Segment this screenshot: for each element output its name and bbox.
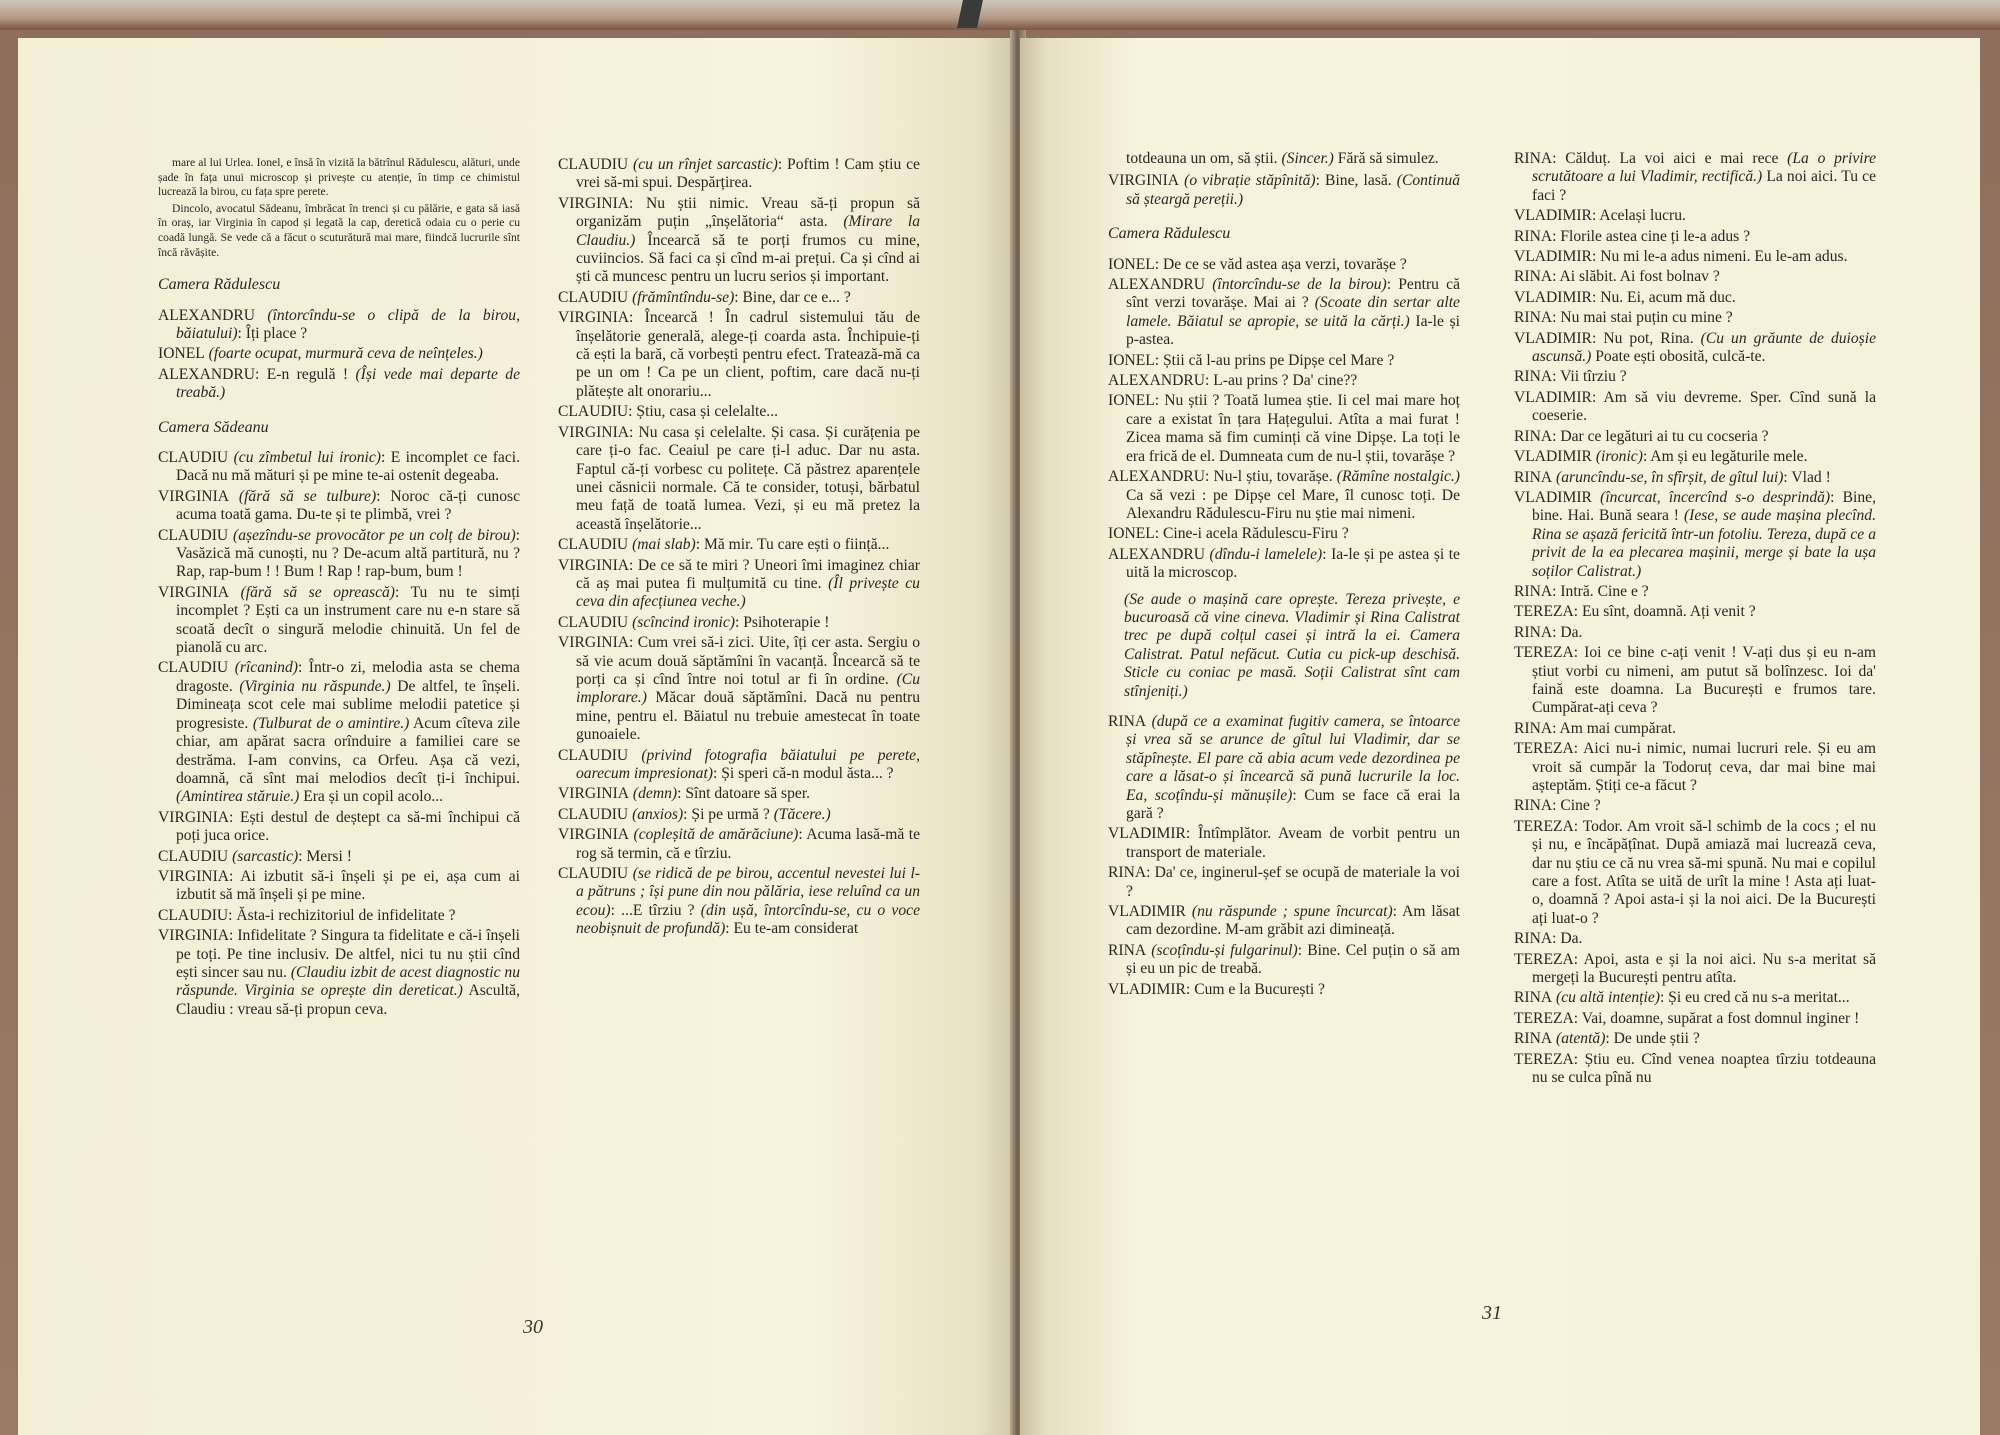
dialogue-text: : L-au prins ? Da' cine??: [1205, 372, 1358, 390]
stage-direction: (Scoate din sertar alte lamele. Băiatul se apropie, se uită la cărți.): [1126, 294, 1460, 330]
dialogue-line: [1514, 818, 1876, 928]
dialogue-text: : Aici nu-i nimic, numai lucruri rele. Și eu am vroit să cumpăr la Todoruț ceva, dar mai bine mai așteptăm. Știți ce-a făcut ?: [1532, 740, 1876, 794]
speaker-name: IONEL: [158, 345, 205, 363]
dialogue-line: [1514, 248, 1876, 266]
dialogue-text: : Întîmplător. Aveam de vorbit pentru un transport de materiale.: [1126, 825, 1460, 861]
speaker-name: VIRGINIA: [558, 423, 630, 441]
dialogue-text: : Nu-l știu, tovarășe.: [1205, 468, 1337, 486]
stage-direction: (fără să se tulbure): [229, 487, 377, 505]
dialogue-line: [1514, 797, 1876, 815]
speaker-name: RINA: [1514, 150, 1553, 167]
speaker-name: CLAUDIU: [158, 449, 229, 466]
dialogue-text: : Și pe urmă ?: [683, 805, 774, 823]
dialogue-text: : De ce să te miri ? Uneori îmi imaginez chiar că aș mai putea fi mulțumită cu tine.: [576, 556, 920, 592]
dialogue-line: [1108, 825, 1460, 862]
speaker-name: VIRGINIA: [558, 785, 630, 803]
dialogue-line: [558, 289, 920, 307]
speaker-name: RINA: [1514, 309, 1553, 327]
dialogue-line: [158, 659, 520, 806]
dialogue-text: : Știu, casa și celelalte...: [628, 403, 778, 421]
speaker-name: CLAUDIU: [558, 288, 629, 306]
dialogue-text: : Și eu cred că nu s-a meritat...: [1659, 989, 1850, 1007]
speaker-name: ALEXANDRU: [1108, 545, 1206, 563]
stage-direction: (ironic): [1591, 448, 1643, 466]
speaker-name: RINA: [1514, 719, 1553, 737]
dialogue-line: [1514, 330, 1876, 367]
speaker-name: VLADIMIR: [1514, 288, 1592, 306]
dialogue-line: [1514, 228, 1876, 246]
dialogue-text: : Nu pot, Rina.: [1591, 329, 1701, 347]
speaker-name: VIRGINIA: [558, 556, 630, 574]
speaker-name: RINA: [1514, 930, 1553, 948]
stage-direction: (anxios): [628, 805, 684, 823]
page-number-left: 30: [523, 1316, 543, 1338]
dialogue-text: : Mă mir. Tu care ești o ființă...: [695, 536, 890, 554]
speaker-name: VLADIMIR: [1514, 448, 1592, 466]
dialogue-text: : Cum se face că erai la gară ?: [1126, 786, 1461, 822]
left-column-2: [558, 156, 920, 941]
stage-direction: (frămîntîndu-se): [628, 288, 735, 306]
dialogue-text: : Nu mai stai puțin cu mine ?: [1552, 309, 1733, 327]
speaker-name: CLAUDIU: [558, 746, 629, 764]
dialogue-text: : Da' ce, inginerul-șef se ocupă de materiale la voi ?: [1126, 864, 1460, 900]
dialogue-text: : Vasăzică mă cunoști, nu ? De-acum altă partitură, nu ? Rap, rap-bum ! ! Bum ! Rap ! rap-bum, bum !: [176, 526, 520, 581]
dialogue-line: [1514, 1030, 1876, 1048]
dialogue-line: [1514, 428, 1876, 446]
stage-direction: (cu un rînjet sarcastic): [628, 156, 778, 173]
dialogue-line: [1514, 951, 1876, 988]
speaker-name: CLAUDIU: [558, 536, 629, 554]
dialogue-text: : Todor. Am vroit să-l schimb de la cocs ; el nu și nu, e încăpățînat. După amiază mai lucrează ceva, dar nu știu ce că nu vrea să-mi spună. Nu mai e copilul care a fost. Atîta se uită de urît la mine ! Asta ați luat-o, doamnă ? Apoi asta-i și la noi aici. De la București ați luat-o ?: [1532, 817, 1876, 927]
dialogue-line: [158, 809, 520, 846]
dialogue-text: De altfel, te înșeli. Dimineața scot cele mai sublime melodii patetice și progresiste.: [176, 677, 520, 732]
dialogue-text: : Și speri că-n modul ăsta... ?: [713, 765, 894, 782]
speaker-name: VIRGINIA: [158, 487, 230, 505]
speaker-name: IONEL: [1108, 351, 1155, 369]
dialogue-text: (Sincer.): [1281, 150, 1334, 167]
dialogue-text: totdeauna un om, să știi.: [1126, 150, 1282, 167]
dialogue-line: [1108, 525, 1460, 543]
dialogue-line: [558, 403, 920, 421]
dialogue-text: : Psihoterapie !: [735, 613, 830, 631]
dialogue-line: [558, 747, 920, 784]
dialogue-line: [158, 488, 520, 525]
dialogue-continuation: [1108, 150, 1460, 168]
speaker-name: VLADIMIR: [1514, 388, 1592, 406]
dialogue-text: : Ai slăbit. Ai fost bolnav ?: [1552, 268, 1720, 286]
dialogue-text: : Da.: [1552, 623, 1583, 641]
speaker-name: RINA: [1108, 941, 1147, 959]
dialogue-text: : Știi că l-au prins pe Dipșe cel Mare ?: [1154, 351, 1395, 369]
dialogue-line: [1514, 644, 1876, 718]
dialogue-line: [1108, 864, 1460, 901]
dialogue-text: : Îți place ?: [237, 324, 308, 342]
stage-direction: (se ridică de pe birou, accentul nevestei lui l-a pătruns ; își pune din nou pălăria, iese reluînd ca un ecou): [576, 865, 920, 919]
stage-direction: (întorcîndu-se de la birou): [1205, 276, 1387, 294]
dialogue-text: : Mersi !: [298, 847, 352, 865]
stage-direction-block: (Se aude o mașină care oprește. Tereza privește, e bucuroasă că vine cineva. Vladimir și Rina Calistrat trec pe după colțul casei și intră la ei. Camera Calistrat. Patul nefăcut. Cutia cu pick-up deschisă. Sticle cu coniac pe masă. Soții Calistrat sînt cam stînjeniți.): [1124, 590, 1460, 700]
stage-direction: (Rămîne nostalgic.): [1336, 468, 1460, 486]
speaker-name: TEREZA: [1514, 603, 1574, 621]
dialogue-line: [558, 156, 920, 193]
dialogue-text: : Încearcă ! În cadrul sistemului tău de înșelătorie generală, alege-ți coarda asta. Închipuie-ți că ești la bară, că vorbești pentru efect. Tratează-mă ca pe un om ! Ca pe un client, poftim, care dacă nu-ți plătește alt onorariu...: [576, 309, 920, 400]
stage-direction: (rîcanind): [228, 659, 298, 677]
speaker-name: CLAUDIU: [558, 613, 629, 631]
dialogue-text: Ascultă, Claudiu : vreau să-ți propun ceva.: [176, 982, 520, 1018]
dialogue-line: [1514, 150, 1876, 205]
dialogue-line: [558, 614, 920, 632]
right-column-1: [1108, 150, 1460, 1001]
dialogue-text: : E-n regulă !: [255, 365, 356, 383]
speaker-name: RINA: [1514, 989, 1553, 1007]
speaker-name: RINA: [1514, 582, 1553, 600]
stage-direction: (o vibrație stăpînită): [1179, 172, 1316, 190]
speaker-name: VIRGINIA: [558, 826, 630, 844]
dialogue-text: : Eu te-am considerat: [725, 920, 859, 938]
speaker-name: TEREZA: [1514, 950, 1574, 968]
stage-direction: (Iese, se aude mașina plecînd. Rina se așază fericită într-un fotoliu. Tereza, după ce a privit de la ea plecarea mașinii, merge și bate la ușa soților Calistrat.): [1532, 507, 1876, 580]
dialogue-line: [158, 345, 520, 363]
stage-direction: (Își vede mai departe de treabă.): [176, 365, 520, 402]
speaker-name: RINA: [1514, 797, 1553, 815]
stage-direction: (cu zîmbetul lui ironic): [228, 449, 381, 466]
dialogue-line: [558, 557, 920, 612]
stage-direction: (Claudiu izbit de acest diagnostic nu răspunde. Virginia se oprește din dereticat.): [176, 963, 520, 1000]
dialogue-text: : Cum e la București ?: [1185, 980, 1325, 998]
stage-intro-paragraph: mare al lui Urlea. Ionel, e însă în vizită la bătrînul Rădulescu, alături, unde șade în fața unui microscop și privește cu atenție, în timp ce chimistul lucrează la birou, cu fața spre perete.: [158, 156, 520, 199]
dialogue-text: : Florile astea cine ți le-a adus ?: [1552, 227, 1751, 245]
dialogue-text: : Într-o zi, melodia asta se chema dragoste.: [176, 659, 520, 695]
dialogue-text: : Bine, lasă.: [1315, 172, 1397, 190]
dialogue-line: [1108, 713, 1460, 823]
dialogue-text: : De ce se văd astea așa verzi, tovarășe ?: [1154, 255, 1407, 273]
speaker-name: VIRGINIA: [158, 808, 230, 826]
speaker-name: VLADIMIR: [1514, 329, 1592, 347]
dialogue-text: : Acuma lasă-mă te rog să termin, că e tîrziu.: [576, 826, 920, 862]
dialogue-text: Poate ești obosită, culcă-te.: [1591, 348, 1766, 366]
stage-direction: (aruncîndu-se, în sfîrșit, de gîtul lui): [1552, 468, 1784, 486]
speaker-name: VIRGINIA: [558, 309, 630, 327]
stage-direction: (sarcastic): [228, 847, 299, 865]
dialogue-line: [558, 536, 920, 554]
speaker-name: RINA: [1108, 712, 1147, 730]
stage-direction: (după ce a examinat fugitiv camera, se întoarce și vrea să se arunce de gîtul lui Vladimir, dar se stăpînește. El pare că abia acum vede dezordinea pe care a lăsat-o și încearcă să pună lucrurile la loc. Ea, scoțîndu-și mănușile): [1126, 712, 1460, 804]
dialogue-line: [1108, 352, 1460, 370]
dialogue-line: [158, 868, 520, 905]
stage-direction: (Tulburat de o amintire.): [252, 714, 410, 732]
speaker-name: RINA: [1514, 468, 1553, 486]
speaker-name: CLAUDIU: [158, 526, 229, 544]
speaker-name: ALEXANDRU: [1108, 468, 1206, 486]
dialogue-text: : Apoi, asta e și la noi aici. Nu s-a meritat să mergeți la București pentru atîta.: [1532, 950, 1876, 987]
speaker-name: VIRGINIA: [1108, 172, 1180, 190]
speaker-name: VIRGINIA: [558, 194, 630, 212]
stage-direction: (Cu implorare.): [576, 670, 920, 707]
dialogue-line: [558, 865, 920, 939]
dialogue-line: [1108, 256, 1460, 274]
dialogue-text: : Ești destul de deștept ca să-mi închipui că poți juca orice.: [176, 808, 520, 845]
dialogue-line: [1514, 309, 1876, 327]
stage-direction: (scoțîndu-și fulgarinul): [1146, 941, 1298, 959]
dialogue-text: : Același lucru.: [1591, 207, 1686, 225]
dialogue-text: : Infidelitate ? Singura ta fidelitate e că-i înșeli pe toți. Pe tine inclusiv. De altfel, nici tu nu știi cînd ești sincer sau nu.: [176, 927, 520, 981]
dialogue-line: [558, 826, 920, 863]
left-page: [18, 38, 1016, 1435]
speaker-name: CLAUDIU: [558, 156, 629, 173]
speaker-name: RINA: [1514, 227, 1553, 245]
speaker-name: RINA: [1514, 368, 1553, 386]
dialogue-text: : Eu sînt, doamnă. Ați venit ?: [1573, 603, 1756, 621]
right-column-2: [1514, 150, 1876, 1090]
speaker-name: RINA: [1514, 427, 1553, 445]
dialogue-text: : Bine. Cel puțin o să am și eu un pic de treabă.: [1126, 941, 1460, 978]
speaker-name: ALEXANDRU: [158, 365, 256, 383]
dialogue-text: : Nu casa și celelalte. Și casa. Și curățenia pe care ți-o fac. Ceaiul pe care ți-l aduc. Dar nu asta. Faptul că-ți vorbesc cu politețe. Că păstrez aparențele unei căsnicii normale. Că te consider, totuși, bărbatul meu față de toată lumea. Vezi, și eu mă pretez la această înșelătorie...: [576, 423, 920, 533]
stage-direction: (Îl privește cu ceva din afecțiunea veche.): [576, 574, 920, 611]
dialogue-line: [558, 195, 920, 287]
dialogue-line: [158, 848, 520, 866]
stage-direction: (Continuă să șteargă pereții.): [1126, 172, 1460, 208]
stage-direction: (foarte ocupat, murmură ceva de neînțeles.): [204, 345, 483, 363]
stage-direction: (Mirare la Claudiu.): [576, 213, 920, 249]
speaker-name: CLAUDIU: [558, 805, 629, 823]
dialogue-text: : Pentru că sînt verzi tovarășe. Mai ai ?: [1126, 276, 1460, 312]
dialogue-text: : Am lăsat cam dezordine. M-am grăbit azi dimineață.: [1126, 903, 1460, 939]
dialogue-text: Era și un copil acolo...: [299, 788, 444, 806]
speaker-name: CLAUDIU: [558, 403, 629, 421]
dialogue-text: : Bine, bine. Hai. Bună seara !: [1532, 488, 1876, 525]
speaker-name: TEREZA: [1514, 1050, 1574, 1068]
dialogue-text: Acum cîteva zile chiar, am apărat sacra orînduire a familiei care se destrăma. I-am convins, ca Orfeu. Așa că vezi, doamnă, că sînt mai melodios decît ți-i închipui.: [176, 714, 520, 787]
speaker-name: CLAUDIU: [158, 659, 229, 677]
dialogue-line: [158, 927, 520, 1019]
stage-direction: (nu răspunde ; spune încurcat): [1185, 903, 1393, 921]
dialogue-line: [1514, 930, 1876, 948]
dialogue-text: : Intră. Cine e ?: [1552, 582, 1649, 600]
dialogue-text: : Ai izbutit să-i înșeli și pe ei, așa cum ai izbutit să mă înșeli și pe mine.: [176, 867, 520, 904]
dialogue-line: [1514, 389, 1876, 426]
dialogue-text: : Vai, doamne, supărat a fost domnul inginer !: [1573, 1009, 1860, 1027]
speaker-name: VLADIMIR: [1514, 207, 1592, 225]
stage-direction: (din ușă, întorcîndu-se, cu o voce neobișnuit de profundă): [576, 901, 920, 938]
dialogue-text: : Ia-le și pe astea și te uită la microscop.: [1126, 545, 1460, 582]
speaker-name: CLAUDIU: [158, 847, 229, 865]
dialogue-line: [1514, 740, 1876, 795]
stage-direction: (încurcat, încercînd s-o desprindă): [1591, 488, 1831, 506]
speaker-name: CLAUDIU: [558, 865, 629, 883]
dialogue-line: [558, 634, 920, 744]
dialogue-line: [558, 424, 920, 534]
speaker-name: IONEL: [1108, 392, 1155, 410]
dialogue-line: [158, 527, 520, 582]
dialogue-line: [1514, 603, 1876, 621]
dialogue-line: [158, 307, 520, 344]
speaker-name: ALEXANDRU: [1108, 372, 1206, 390]
dialogue-text: : De unde știi ?: [1605, 1030, 1700, 1048]
scene-heading: Camera Rădulescu: [158, 276, 281, 294]
dialogue-text: : Cum vrei să-i zici. Uite, îți cer asta. Sergiu o să vie acum două săptămîni în vacanță. Încearcă să te porți ca și cînd între noi totul ar fi în ordine.: [576, 634, 920, 688]
stage-direction: (copleșită de amărăciune): [629, 826, 799, 844]
speaker-name: TEREZA: [1514, 740, 1574, 758]
dialogue-line: [1514, 1010, 1876, 1028]
dialogue-line: [1514, 489, 1876, 581]
stage-intro-paragraph: Dincolo, avocatul Sădeanu, îmbrăcat în trenci și cu pălărie, e gata să iasă în oraș, iar Virginia în capod și legată la cap, deretică odaia cu o perie cu coadă lungă. Se vede că a făcut o scuturătură mai mare, fiindcă lucrurile sînt încă răvășite.: [158, 201, 520, 259]
dialogue-text: La noi aici. Tu ce faci ?: [1532, 168, 1877, 204]
dialogue-line: [1514, 989, 1876, 1007]
dialogue-line: [1514, 720, 1876, 738]
dialogue-text: : Bine, dar ce e... ?: [734, 288, 851, 306]
speaker-name: VIRGINIA: [158, 927, 230, 945]
speaker-name: RINA: [1108, 864, 1147, 882]
dialogue-line: [558, 309, 920, 401]
speaker-name: IONEL: [1108, 525, 1155, 543]
dialogue-text: Fără să simulez.: [1333, 150, 1439, 167]
dialogue-text: : Am mai cumpărat.: [1552, 719, 1676, 737]
speaker-name: TEREZA: [1514, 644, 1574, 662]
stage-direction: (Cu un grăunte de duioșie ascunsă.): [1532, 329, 1876, 366]
dialogue-line: [1108, 942, 1460, 979]
dialogue-text: : ...E tîrziu ?: [610, 901, 701, 919]
speaker-name: VIRGINIA: [158, 867, 230, 885]
dialogue-text: Ia-le și p-astea.: [1126, 312, 1460, 349]
stage-direction: (privind fotografia băiatului pe perete, oarecum impresionat): [576, 746, 920, 782]
dialogue-text: : Tu nu te simți incomplet ? Ești ca un instrument care nu e-n stare să scoată decît o singură melodie chinuită. Un fel de pianolă cu arc.: [176, 583, 520, 657]
dialogue-text: : Am să viu devreme. Sper. Cînd sună la coeserie.: [1532, 388, 1876, 425]
dialogue-line: [1514, 289, 1876, 307]
speaker-name: RINA: [1514, 1030, 1553, 1048]
dialogue-text: : Știu eu. Cînd venea noaptea tîrziu totdeauna nu se culca pînă nu: [1532, 1050, 1876, 1087]
stage-direction: (mai slab): [628, 536, 696, 554]
dialogue-line: [158, 584, 520, 658]
dialogue-line: [1514, 368, 1876, 386]
dialogue-line: [1108, 981, 1460, 999]
dialogue-text: : Cine-i acela Rădulescu-Firu ?: [1154, 525, 1349, 543]
book-cover-edge: [0, 0, 2000, 30]
dialogue-line: [558, 785, 920, 803]
dialogue-line: [1108, 468, 1460, 523]
dialogue-text: : Nu știi nimic. Vreau să-ți propun să organizăm puțin „înșelătoria“ asta.: [576, 194, 920, 231]
dialogue-text: : Dar ce legături ai tu cu cocseria ?: [1552, 427, 1769, 445]
speaker-name: ALEXANDRU: [1108, 276, 1206, 294]
speaker-name: VLADIMIR: [1108, 980, 1186, 998]
dialogue-line: [1514, 469, 1876, 487]
speaker-name: TEREZA: [1514, 1009, 1574, 1027]
dialogue-text: : Vii tîrziu ?: [1552, 368, 1627, 386]
stage-direction: (dîndu-i lamelele): [1205, 545, 1323, 563]
dialogue-text: Încearcă să te porți frumos cu mine, cuviincios. Să faci ca și cînd m-ai prețui. Ca și cînd ai ști că muncesc pentru un lucru serios și important.: [576, 231, 920, 286]
dialogue-text: : E incomplet ce faci. Dacă nu mă mături și pe mine te-ai ostenit degeaba.: [176, 449, 521, 485]
page-number-right: 31: [1482, 1302, 1502, 1324]
dialogue-line: [1108, 903, 1460, 940]
speaker-name: ALEXANDRU: [158, 306, 256, 324]
dialogue-line: [1514, 583, 1876, 601]
dialogue-text: : Nu. Ei, acum mă duc.: [1591, 288, 1736, 306]
stage-direction: (scîncind ironic): [628, 613, 735, 631]
dialogue-line: [1108, 276, 1460, 350]
dialogue-line: [1108, 546, 1460, 583]
speaker-name: VLADIMIR: [1108, 903, 1186, 921]
dialogue-line: [1108, 172, 1460, 209]
stage-direction: (așezîndu-se provocător pe un colț de birou): [228, 526, 516, 544]
stage-direction: (Virginia nu răspunde.): [239, 677, 391, 695]
dialogue-text: : Noroc că-ți cunosc acuma toată gama. Du-te și te plimbă, vrei ?: [176, 487, 520, 524]
stage-direction: (Amintirea stăruie.): [176, 788, 300, 806]
scene-heading: Camera Sădeanu: [158, 418, 269, 436]
dialogue-line: [1108, 392, 1460, 466]
stage-direction: (întorcîndu-se o clipă de la birou, băiatului): [176, 306, 520, 342]
stage-direction: (demn): [629, 785, 678, 803]
speaker-name: IONEL: [1108, 255, 1155, 273]
left-column-1: [158, 156, 520, 1021]
scene-heading: Camera Rădulescu: [1108, 225, 1231, 243]
dialogue-text: : Ăsta-i rechizitoriul de infidelitate ?: [228, 906, 456, 924]
dialogue-line: [1514, 268, 1876, 286]
dialogue-text: : Cine ?: [1552, 797, 1601, 815]
speaker-name: RINA: [1514, 268, 1553, 286]
dialogue-text: : Poftim ! Cam știu ce vrei să-mi spui. Despărțirea.: [576, 156, 920, 192]
dialogue-text: : Nu știi ? Toată lumea știe. Ii cel mai mare hoț care a existat în țara Hațegului. Atîta a mai furat ! Zicea mama să fim cuminți că vine Dipșe. La toți le era frică de el. Dumneata cum de nu-l știi, tovarășe ?: [1126, 392, 1460, 465]
dialogue-line: [558, 806, 920, 824]
dialogue-line: [1108, 372, 1460, 390]
dialogue-text: : Vlad !: [1783, 468, 1831, 486]
dialogue-text: : Da.: [1552, 930, 1583, 948]
dialogue-text: : Sînt datoare să sper.: [677, 785, 811, 803]
dialogue-line: [158, 366, 520, 403]
speaker-name: CLAUDIU: [158, 906, 229, 924]
dialogue-text: : Am și eu legăturile mele.: [1642, 448, 1808, 466]
stage-direction: (cu altă intenție): [1552, 989, 1660, 1007]
stage-direction: (atentă): [1552, 1030, 1606, 1048]
speaker-name: TEREZA: [1514, 817, 1574, 835]
dialogue-text: Măcar două săptămîni. Dacă nu pentru mine, pentru el. Băiatul nu trebuie amestecat în toate gunoaiele.: [576, 689, 920, 744]
speaker-name: VLADIMIR: [1108, 825, 1186, 843]
speaker-name: VLADIMIR: [1514, 248, 1592, 266]
dialogue-text: : Călduț. La voi aici e mai rece: [1552, 150, 1788, 167]
speaker-name: VLADIMIR: [1514, 488, 1592, 506]
dialogue-text: : Ioi ce bine c-ați venit ! V-ați dus și eu n-am știut vorbi cu nimeni, am putut să bolînzesc. Ioi da' faină este doamna. La București e frumos tare. Cumpărat-ați ceva ?: [1532, 644, 1876, 717]
dialogue-line: [158, 449, 520, 486]
dialogue-text: Ca să vezi : pe Dipșe cel Mare, îl cunosc toți. De Alexandru Rădulescu-Firu nu știe mai nimeni.: [1126, 486, 1460, 522]
speaker-name: VIRGINIA: [558, 634, 630, 652]
dialogue-line: [1514, 207, 1876, 225]
stage-direction: (La o privire scrutătoare a lui Vladimir, rectifică.): [1532, 150, 1876, 186]
dialogue-text: : Nu mi le-a adus nimeni. Eu le-am adus.: [1591, 248, 1848, 266]
dialogue-line: [158, 907, 520, 925]
dialogue-line: [1514, 624, 1876, 642]
dialogue-line: [1514, 448, 1876, 466]
stage-direction: (Tăcere.): [773, 805, 831, 823]
speaker-name: VIRGINIA: [158, 583, 230, 601]
dialogue-line: [1514, 1051, 1876, 1088]
speaker-name: RINA: [1514, 623, 1553, 641]
right-page: [1020, 38, 1980, 1435]
stage-direction: (fără să se oprească): [229, 583, 395, 601]
